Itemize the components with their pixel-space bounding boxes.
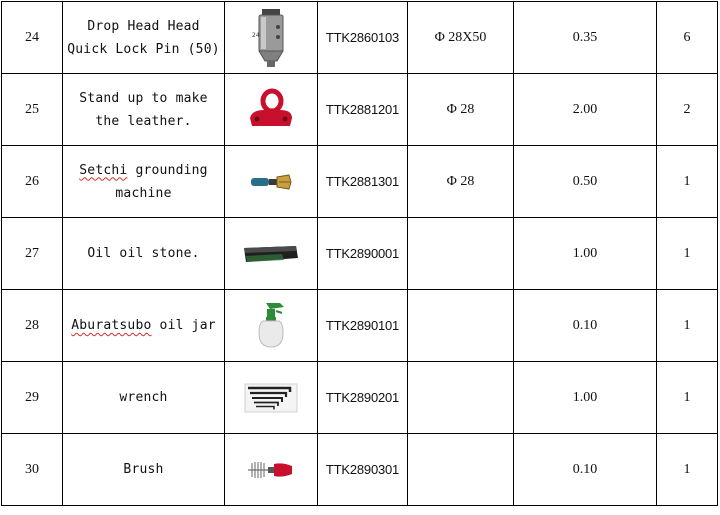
item-name [63,434,225,506]
table-row [2,146,718,218]
item-name-text: Oil oil stone. [87,246,200,261]
item-number: 28 [2,290,63,362]
item-code: TTK2890201 [318,362,408,434]
item-name-text: Aburatsubo [71,318,152,333]
item-spec: Φ 28X50 [408,2,514,74]
item-name-text: grounding machine [115,162,208,201]
item-number: 26 [2,146,63,218]
item-weight: 1.00 [514,218,657,290]
lifting-ring-icon [229,74,313,145]
hex-key-set-icon [229,362,313,433]
table-row [2,290,718,362]
item-name [63,218,225,290]
pin-mark-label: 24 [252,31,260,39]
item-name-text: Setchi [79,162,128,178]
item-weight: 2.00 [514,74,657,146]
item-number: 27 [2,218,63,290]
item-weight: 0.10 [514,434,657,506]
item-image [225,362,318,434]
item-weight: 0.10 [514,290,657,362]
item-code: TTK2860103 [318,2,408,74]
spray-bottle-icon [229,290,313,361]
item-weight: 0.50 [514,146,657,218]
table-row [2,218,718,290]
item-image [225,2,318,74]
lock-pin-icon [229,2,313,73]
item-quantity: 1 [657,218,718,290]
item-quantity: 1 [657,290,718,362]
item-number: 29 [2,362,63,434]
item-name-text: Brush [123,462,164,477]
item-spec [408,290,514,362]
item-name [63,362,225,434]
item-spec [408,434,514,506]
item-number: 24 [2,2,63,74]
item-image [225,218,318,290]
item-image [225,290,318,362]
item-name-text: oil jar [151,318,216,333]
table-row [2,74,718,146]
item-name-text: Stand up to make the leather. [79,90,208,129]
item-name [63,146,225,218]
item-quantity: 1 [657,434,718,506]
item-quantity: 1 [657,146,718,218]
item-quantity: 1 [657,362,718,434]
item-code: TTK2881201 [318,74,408,146]
item-name-text: Drop Head Head Quick Lock Pin (50) [67,18,220,57]
item-code: TTK2881301 [318,146,408,218]
parts-table-body [2,2,718,506]
item-image [225,434,318,506]
item-image [225,146,318,218]
item-weight: 1.00 [514,362,657,434]
item-quantity: 2 [657,74,718,146]
parts-table [1,1,718,506]
item-number: 25 [2,74,63,146]
grounding-clamp-icon [229,146,313,217]
item-image [225,74,318,146]
item-spec: Φ 28 [408,74,514,146]
item-weight: 0.35 [514,2,657,74]
item-spec [408,218,514,290]
item-code: TTK2890101 [318,290,408,362]
item-number: 30 [2,434,63,506]
item-code: TTK2890001 [318,218,408,290]
item-name [63,2,225,74]
table-row [2,2,718,74]
item-name [63,74,225,146]
item-spec: Φ 28 [408,146,514,218]
oil-stone-icon [229,218,313,289]
item-spec [408,362,514,434]
item-name [63,290,225,362]
item-quantity: 6 [657,2,718,74]
item-code: TTK2890301 [318,434,408,506]
table-row [2,362,718,434]
item-name-text: wrench [119,390,168,405]
brush-icon [229,434,313,505]
table-row [2,434,718,506]
